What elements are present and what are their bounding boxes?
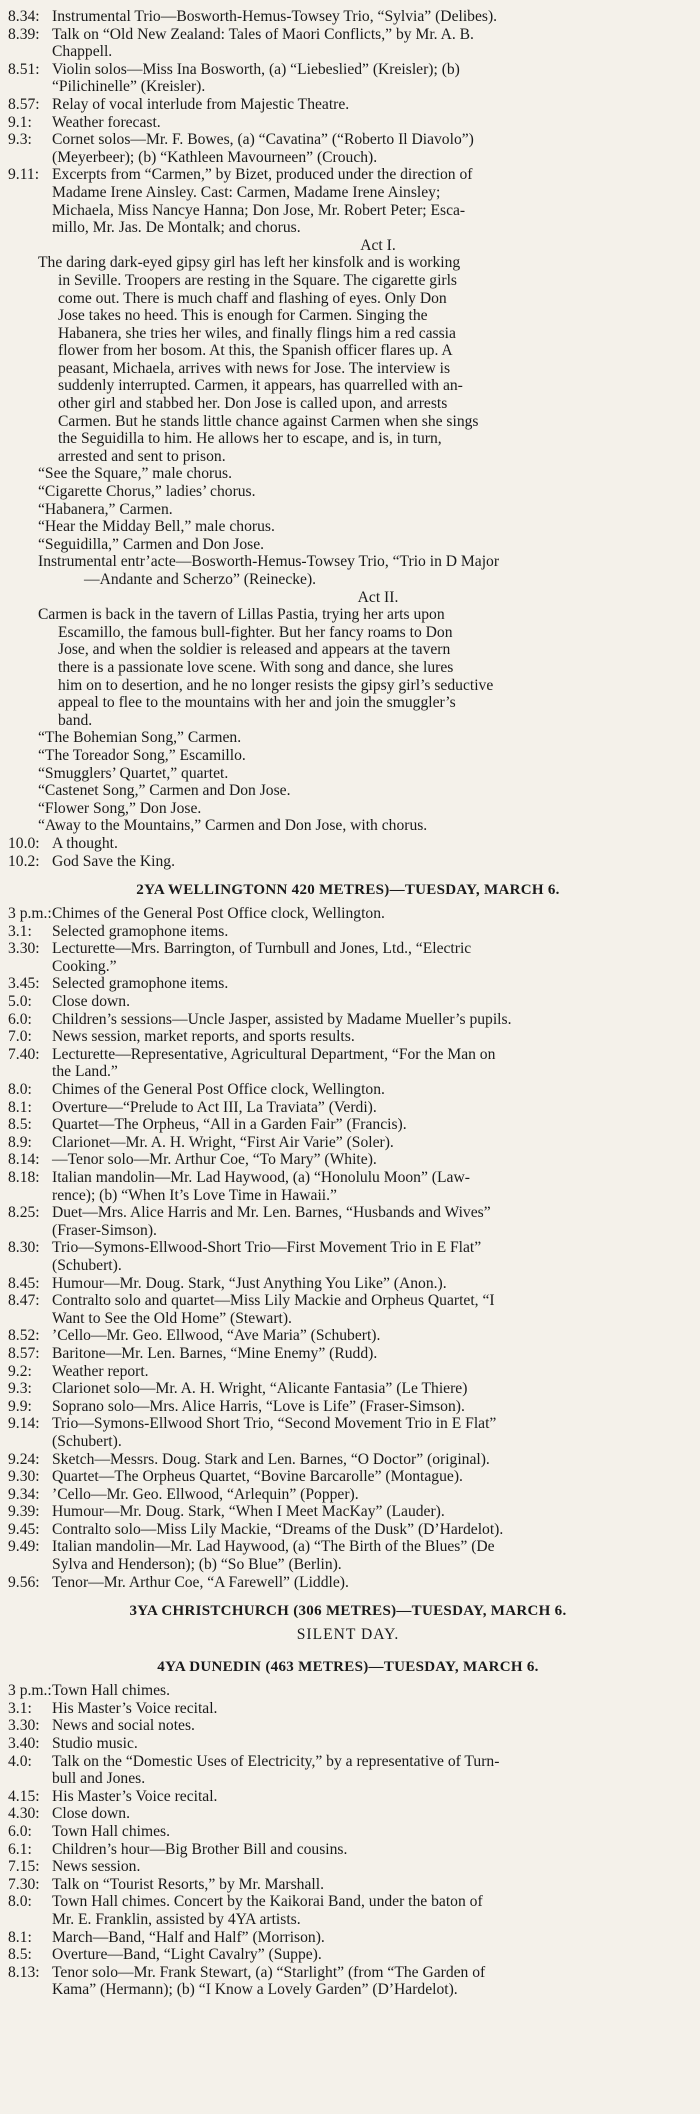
entry-continuation: Madame Irene Ainsley. Cast: Carmen, Madame Irene Ainsley; — [52, 183, 441, 201]
silent-day-note: SILENT DAY. — [296, 1626, 400, 1644]
entry-text: Cornet solos—Mr. F. Bowes, (a) “Cavatina” (“Roberto Il Diavolo”) — [52, 131, 474, 149]
entry-time: 7.0: — [8, 1028, 32, 1046]
entry-time: 8.47: — [8, 1292, 40, 1310]
programme-entry — [8, 26, 688, 44]
programme-entry — [8, 1823, 688, 1841]
entry-text: Relay of vocal interlude from Majestic Theatre. — [52, 95, 350, 113]
entry-time: 8.52: — [8, 1327, 40, 1345]
auckland-programme-continued — [8, 8, 688, 870]
synopsis-line: appeal to flee to the mountains with her and join the smuggler’s — [58, 694, 456, 712]
programme-entry — [8, 1753, 688, 1771]
entry-text: Contralto solo—Miss Lily Mackie, “Dreams of the Dusk” (D’Hardelot). — [52, 1520, 504, 1538]
entry-time: 9.3: — [8, 1380, 32, 1398]
synopsis-line: other girl and stabbed her. Don Jose is called upon, and arrests — [58, 395, 448, 413]
entry-time: 8.14: — [8, 1151, 40, 1169]
entry-text: Talk on “Old New Zealand: Tales of Maori Conflicts,” by Mr. A. B. — [52, 25, 474, 43]
programme-entry — [8, 1717, 688, 1735]
entry-time: 4.30: — [8, 1805, 40, 1823]
entry-text: Town Hall chimes. — [52, 1682, 171, 1700]
entry-text: Sketch—Messrs. Doug. Stark and Len. Barnes, “O Doctor” (original). — [52, 1450, 490, 1468]
programme-entry — [8, 1204, 688, 1222]
entry-continuation: the Land.” — [52, 1063, 118, 1081]
entry-continuation: Kama” (Hermann); (b) “I Know a Lovely Garden” (D’Hardelot). — [52, 1981, 458, 1999]
entry-time: 7.30: — [8, 1875, 40, 1893]
entry-text: Humour—Mr. Doug. Stark, “When I Meet MacKay” (Lauder). — [52, 1503, 445, 1521]
entry-text: ’Cello—Mr. Geo. Ellwood, “Arlequin” (Popper). — [52, 1485, 359, 1503]
entry-time: 9.49: — [8, 1538, 40, 1556]
carmen-number: “Away to the Mountains,” Carmen and Don Jose, with chorus. — [38, 817, 428, 835]
entry-continuation: Want to See the Old Home” (Stewart). — [52, 1309, 292, 1327]
entry-time: 9.9: — [8, 1397, 32, 1415]
synopsis-line: come out. There is much chaff and flashing of eyes. Only Don — [58, 289, 447, 307]
programme-entry — [8, 1011, 688, 1029]
programme-entry — [8, 1292, 688, 1310]
programme-entry — [8, 1380, 688, 1398]
entry-time: 3.1: — [8, 1699, 32, 1717]
entry-text: His Master’s Voice recital. — [52, 1787, 218, 1805]
entry-text: Tenor—Mr. Arthur Coe, “A Farewell” (Liddle). — [52, 1573, 349, 1591]
programme-entry — [8, 1363, 688, 1381]
programme-entry — [8, 835, 688, 853]
programme-entry — [8, 993, 688, 1011]
carmen-number: —Andante and Scherzo” (Reinecke). — [84, 571, 317, 588]
carmen-number: “Seguidilla,” Carmen and Don Jose. — [38, 535, 265, 553]
entry-text: Chimes of the General Post Office clock, Wellington. — [52, 905, 385, 923]
station-heading: 4YA DUNEDIN (463 METRES)—TUESDAY, MARCH 6. — [157, 1659, 539, 1676]
entry-text: ’Cello—Mr. Geo. Ellwood, “Ave Maria” (Schubert). — [52, 1327, 381, 1345]
entry-text: Trio—Symons-Ellwood-Short Trio—First Movement Trio in E Flat” — [52, 1239, 482, 1257]
entry-time: 9.1: — [8, 113, 32, 131]
programme-entry — [8, 1134, 688, 1152]
entry-text: Selected gramophone items. — [52, 975, 229, 993]
programme-entry — [8, 1345, 688, 1363]
entry-continuation: Chappell. — [52, 43, 113, 61]
act-heading: Act II. — [357, 588, 399, 606]
entry-text: Overture—“Prelude to Act III, La Traviata” (Verdi). — [52, 1098, 377, 1116]
entry-text: Quartet—The Orpheus Quartet, “Bovine Barcarolle” (Montague). — [52, 1468, 463, 1486]
entry-time: 3 p.m.: — [8, 905, 52, 923]
programme-entry — [8, 975, 688, 993]
carmen-number: “The Toreador Song,” Escamillo. — [38, 746, 246, 764]
entry-time: 9.30: — [8, 1468, 40, 1486]
entry-text: Children’s sessions—Uncle Jasper, assisted by Madame Mueller’s pupils. — [52, 1010, 512, 1028]
programme-entry — [8, 61, 688, 79]
entry-time: 8.5: — [8, 1116, 32, 1134]
programme-entry — [8, 1929, 688, 1947]
programme-entry — [8, 1574, 688, 1592]
entry-time: 6.1: — [8, 1840, 32, 1858]
entry-time: 9.3: — [8, 131, 32, 149]
entry-continuation: Michaela, Miss Nancye Hanna; Don Jose, Mr. Robert Peter; Esca- — [52, 201, 466, 219]
entry-time: 8.25: — [8, 1204, 40, 1222]
entry-text: Weather forecast. — [52, 113, 161, 131]
entry-time: 8.57: — [8, 1344, 40, 1362]
synopsis-line: suddenly interrupted. Carmen, it appears, has quarrelled with an- — [58, 377, 463, 395]
entry-text: Close down. — [52, 1805, 130, 1823]
entry-continuation: (Fraser-Simson). — [52, 1221, 157, 1239]
programme-entry — [8, 940, 688, 958]
entry-time: 8.9: — [8, 1133, 32, 1151]
entry-time: 6.0: — [8, 1010, 32, 1028]
entry-time: 6.0: — [8, 1823, 32, 1840]
carmen-number: “Castenet Song,” Carmen and Don Jose. — [38, 782, 291, 800]
programme-entry — [8, 1876, 688, 1894]
entry-continuation: rence); (b) “When It’s Love Time in Hawaii.” — [52, 1186, 337, 1204]
entry-text: Soprano solo—Mrs. Alice Harris, “Love is Life” (Fraser-Simson). — [52, 1397, 465, 1415]
programme-entry — [8, 1275, 688, 1293]
programme-entry — [8, 114, 688, 132]
programme-entry — [8, 1538, 688, 1556]
entry-time: 8.1: — [8, 1098, 32, 1116]
synopsis-line: arrested and sent to prison. — [58, 447, 226, 465]
entry-time: 9.45: — [8, 1520, 40, 1538]
programme-entry — [8, 853, 688, 871]
entry-text: Baritone—Mr. Len. Barnes, “Mine Enemy” (Rudd). — [52, 1344, 378, 1362]
entry-time: 8.57: — [8, 95, 40, 113]
synopsis-line: him on to desertion, and he no longer resists the gipsy girl’s seductive — [58, 676, 494, 694]
entry-text: Clarionet—Mr. A. H. Wright, “First Air Varie” (Soler). — [52, 1133, 394, 1151]
programme-entry — [8, 1415, 688, 1433]
programme-entry — [8, 166, 688, 184]
synopsis-line: Habanera, she tries her wiles, and finally flings him a red cassia — [58, 324, 456, 342]
entry-text: Humour—Mr. Doug. Stark, “Just Anything You Like” (Anon.). — [52, 1274, 447, 1292]
programme-entry — [8, 1398, 688, 1416]
synopsis-line: band. — [58, 711, 93, 729]
programme-entry — [8, 1451, 688, 1469]
entry-time: 8.34: — [8, 8, 40, 25]
entry-text: Close down. — [52, 993, 130, 1011]
entry-text: News session, market reports, and sports results. — [52, 1028, 355, 1046]
entry-time: 9.14: — [8, 1415, 40, 1433]
entry-text: Talk on “Tourist Resorts,” by Mr. Marshall. — [52, 1875, 324, 1893]
synopsis-line: Escamillo, the famous bull-fighter. But her fancy roams to Don — [58, 623, 453, 641]
entry-text: Lecturette—Representative, Agricultural Department, “For the Man on — [52, 1045, 496, 1063]
entry-continuation: “Pilichinelle” (Kreisler). — [52, 78, 206, 96]
entry-text: News session. — [52, 1858, 141, 1876]
entry-time: 9.2: — [8, 1362, 32, 1380]
entry-time: 10.2: — [8, 852, 40, 870]
entry-time: 3.40: — [8, 1735, 40, 1753]
entry-text: Instrumental Trio—Bosworth-Hemus-Towsey Trio, “Sylvia” (Delibes). — [52, 8, 498, 25]
entry-text: Quartet—The Orpheus, “All in a Garden Fair” (Francis). — [52, 1116, 407, 1134]
programme-entry — [8, 96, 688, 114]
entry-text: Weather report. — [52, 1362, 149, 1380]
programme-entry — [8, 1841, 688, 1859]
entry-continuation: (Schubert). — [52, 1256, 122, 1274]
programme-entry — [8, 1946, 688, 1964]
entry-time: 5.0: — [8, 993, 32, 1011]
programme-entry — [8, 1028, 688, 1046]
entry-text: Town Hall chimes. Concert by the Kaikorai Band, under the baton of — [52, 1893, 483, 1911]
carmen-number: “See the Square,” male chorus. — [38, 465, 232, 483]
entry-text: Contralto solo and quartet—Miss Lily Mackie and Orpheus Quartet, “I — [52, 1292, 495, 1310]
entry-text: Studio music. — [52, 1735, 138, 1753]
entry-text: Italian mandolin—Mr. Lad Haywood, (a) “Honolulu Moon” (Law- — [52, 1169, 470, 1186]
synopsis-line: Jose takes no heed. This is enough for Carmen. Singing the — [58, 307, 428, 325]
entry-time: 10.0: — [8, 834, 40, 852]
synopsis-line: flower from her bosom. At this, the Spanish officer flares up. A — [58, 342, 453, 360]
programme-entry — [8, 1503, 688, 1521]
carmen-number: “Smugglers’ Quartet,” quartet. — [38, 764, 229, 782]
entry-time: 3.1: — [8, 922, 32, 940]
synopsis-line: in Seville. Troopers are resting in the Square. The cigarette girls — [58, 271, 457, 289]
programme-entry — [8, 1239, 688, 1257]
entry-text: Violin solos—Miss Ina Bosworth, (a) “Liebeslied” (Kreisler); (b) — [52, 60, 460, 78]
synopsis-line: Carmen. But he stands little chance against Carmen when she sings — [58, 412, 479, 430]
entry-time: 4.0: — [8, 1752, 32, 1770]
entry-time: 8.51: — [8, 60, 40, 78]
entry-text: A thought. — [52, 834, 118, 852]
carmen-number: “Flower Song,” Don Jose. — [38, 799, 202, 817]
carmen-number: “Hear the Midday Bell,” male chorus. — [38, 518, 275, 536]
programme-entry — [8, 1081, 688, 1099]
programme-entry — [8, 1964, 688, 1982]
programme-entry — [8, 1468, 688, 1486]
entry-text: Tenor solo—Mr. Frank Stewart, (a) “Starlight” (from “The Garden of — [52, 1963, 486, 1981]
synopsis-line: the Seguidilla to him. He allows her to escape, and is, in turn, — [58, 430, 442, 448]
programme-entry — [8, 1682, 688, 1700]
programme-entry — [8, 1735, 688, 1753]
programme-entry — [8, 1893, 688, 1911]
programme-entry — [8, 1099, 688, 1117]
entry-time: 7.15: — [8, 1858, 40, 1876]
programme-entry — [8, 1858, 688, 1876]
programme-entry — [8, 8, 688, 26]
entry-text: Selected gramophone items. — [52, 922, 229, 940]
programme-entry — [8, 1788, 688, 1806]
entry-text: News and social notes. — [52, 1717, 195, 1735]
wellington-programme — [8, 881, 688, 1591]
synopsis-line: there is a passionate love scene. With song and dance, she lures — [58, 658, 454, 676]
entry-continuation: bull and Jones. — [52, 1770, 146, 1788]
entry-text: Trio—Symons-Ellwood Short Trio, “Second Movement Trio in E Flat” — [52, 1415, 497, 1433]
entry-time: 9.39: — [8, 1503, 40, 1521]
entry-time: 4.15: — [8, 1787, 40, 1805]
entry-text: His Master’s Voice recital. — [52, 1699, 218, 1717]
entry-text: Overture—Band, “Light Cavalry” (Suppe). — [52, 1946, 322, 1964]
programme-entry — [8, 1327, 688, 1345]
carmen-number: Instrumental entr’acte—Bosworth-Hemus-Towsey Trio, “Trio in D Major — [38, 553, 500, 571]
synopsis-line: The daring dark-eyed gipsy girl has left her kinsfolk and is working — [38, 254, 461, 272]
entry-continuation: (Schubert). — [52, 1432, 122, 1450]
entry-text: Lecturette—Mrs. Barrington, of Turnbull and Jones, Ltd., “Electric — [52, 940, 472, 958]
entry-time: 3.45: — [8, 975, 40, 993]
entry-time: 9.56: — [8, 1573, 40, 1591]
entry-time: 8.1: — [8, 1928, 32, 1946]
entry-continuation: (Meyerbeer); (b) “Kathleen Mavourneen” (Crouch). — [52, 148, 378, 166]
programme-entry — [8, 1116, 688, 1134]
entry-time: 8.30: — [8, 1239, 40, 1257]
entry-text: Italian mandolin—Mr. Lad Haywood, (a) “The Birth of the Blues” (De — [52, 1538, 495, 1556]
carmen-number: “The Bohemian Song,” Carmen. — [38, 729, 242, 747]
programme-entry — [8, 1805, 688, 1823]
entry-time: 8.0: — [8, 1893, 32, 1911]
entry-time: 9.34: — [8, 1485, 40, 1503]
entry-time: 8.18: — [8, 1169, 40, 1186]
christchurch-programme — [8, 1602, 688, 1644]
entry-text: Children’s hour—Big Brother Bill and cousins. — [52, 1840, 348, 1858]
entry-text: God Save the King. — [52, 852, 175, 870]
synopsis-line: Jose, and when the soldier is released and appears at the tavern — [58, 641, 451, 659]
entry-time: 7.40: — [8, 1045, 40, 1063]
station-heading: 3YA CHRISTCHURCH (306 METRES)—TUESDAY, MARCH 6. — [129, 1603, 567, 1620]
programme-entry — [8, 1169, 688, 1187]
entry-time: 3 p.m.: — [8, 1682, 52, 1700]
programme-entry — [8, 923, 688, 941]
entry-text: Chimes of the General Post Office clock, Wellington. — [52, 1081, 385, 1099]
entry-text: —Tenor solo—Mr. Arthur Coe, “To Mary” (White). — [52, 1151, 377, 1169]
entry-text: Talk on the “Domestic Uses of Electricity,” by a representative of Turn- — [52, 1752, 500, 1770]
synopsis-line: peasant, Michaela, arrives with news for Jose. The interview is — [58, 359, 451, 377]
carmen-number: “Habanera,” Carmen. — [38, 500, 173, 518]
entry-time: 3.30: — [8, 940, 40, 958]
entry-continuation: millo, Mr. Jas. De Montalk; and chorus. — [52, 219, 301, 237]
entry-text: March—Band, “Half and Half” (Morrison). — [52, 1928, 325, 1946]
synopsis-line: Carmen is back in the tavern of Lillas Pastia, trying her arts upon — [38, 606, 445, 624]
act-heading: Act I. — [360, 236, 396, 254]
entry-time: 9.24: — [8, 1450, 40, 1468]
entry-text: Town Hall chimes. — [52, 1823, 171, 1840]
programme-entry — [8, 131, 688, 149]
entry-time: 9.11: — [8, 166, 40, 184]
entry-time: 8.0: — [8, 1081, 32, 1099]
entry-time: 8.45: — [8, 1274, 40, 1292]
entry-time: 8.5: — [8, 1946, 32, 1964]
programme-entry — [8, 905, 688, 923]
entry-continuation: Mr. E. Franklin, assisted by 4YA artists. — [52, 1910, 301, 1928]
programme-entry — [8, 1700, 688, 1718]
entry-text: Clarionet solo—Mr. A. H. Wright, “Alicante Fantasia” (Le Thiere) — [52, 1380, 468, 1398]
entry-text: Duet—Mrs. Alice Harris and Mr. Len. Barnes, “Husbands and Wives” — [52, 1204, 491, 1222]
programme-entry — [8, 1151, 688, 1169]
station-heading: 2YA WELLINGTONN 420 METRES)—TUESDAY, MARCH 6. — [136, 882, 560, 899]
programme-entry — [8, 1046, 688, 1064]
entry-time: 3.30: — [8, 1717, 40, 1735]
dunedin-programme — [8, 1658, 688, 1999]
entry-time: 8.39: — [8, 25, 40, 43]
entry-time: 8.13: — [8, 1963, 40, 1981]
carmen-number: “Cigarette Chorus,” ladies’ chorus. — [38, 483, 256, 501]
entry-text: Excerpts from “Carmen,” by Bizet, produced under the direction of — [52, 166, 473, 184]
programme-entry — [8, 1521, 688, 1539]
entry-continuation: Sylva and Henderson); (b) “So Blue” (Berlin). — [52, 1556, 342, 1574]
entry-continuation: Cooking.” — [52, 957, 117, 975]
programme-entry — [8, 1486, 688, 1504]
